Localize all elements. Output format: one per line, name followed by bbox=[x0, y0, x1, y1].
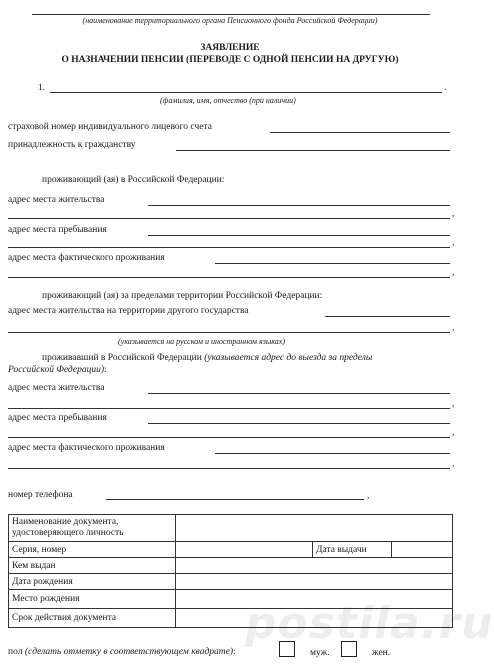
resided-rf-heading-cont bbox=[8, 365, 107, 376]
doc-name-label-cell bbox=[9, 515, 176, 542]
table-row bbox=[9, 574, 453, 590]
issued-by-value[interactable] bbox=[176, 558, 453, 574]
snils-label: страховой номер индивидуального лицевого счета bbox=[8, 122, 212, 132]
citizenship-label: принадлежность к гражданству bbox=[8, 140, 136, 150]
document-title: ЗАЯВЛЕНИЕ bbox=[200, 43, 260, 53]
resided-stay-addr-line-1[interactable] bbox=[148, 423, 450, 424]
gender-male-label: муж. bbox=[310, 648, 330, 658]
org-name-caption: (наименование территориального органа Пенсионного фонда Российской Федерации) bbox=[82, 16, 378, 25]
birth-date-value[interactable] bbox=[176, 574, 453, 590]
resided-rf-heading-note: (указывается адрес до выезда за пределы bbox=[204, 353, 373, 363]
resided-actual-addr-comma: , bbox=[452, 459, 455, 469]
resided-actual-addr-line-2[interactable] bbox=[8, 468, 450, 469]
resided-rf-addr-line-2[interactable] bbox=[8, 408, 450, 409]
resided-rf-addr-label: адрес места жительства bbox=[8, 383, 105, 393]
table-row bbox=[9, 542, 453, 558]
gender-colon: : bbox=[233, 647, 236, 657]
resided-stay-addr-label: адрес места пребывания bbox=[8, 413, 107, 423]
section-number: 1. bbox=[38, 83, 46, 93]
full-name-caption: (фамилия, имя, отчество (при наличии) bbox=[160, 96, 296, 105]
phone-label: номер телефона bbox=[8, 490, 73, 500]
residence-rf-addr-label: адрес места жительства bbox=[8, 195, 105, 205]
resided-stay-addr-comma: , bbox=[452, 428, 455, 438]
language-caption: (указывается на русском и иностранном языках) bbox=[118, 337, 286, 346]
series-number-label: Серия, номер bbox=[9, 542, 176, 558]
validity-label: Срок действия документа bbox=[9, 609, 176, 628]
birth-place-label: Место рождения bbox=[9, 590, 176, 609]
resided-rf-addr-line-1[interactable] bbox=[148, 393, 450, 394]
foreign-addr-comma: , bbox=[452, 323, 455, 333]
resided-rf-heading bbox=[42, 353, 372, 364]
actual-rf-addr-line-2[interactable] bbox=[8, 277, 450, 278]
residence-rf-heading: проживающий (ая) в Российской Федерации: bbox=[42, 175, 225, 185]
residence-rf-addr-comma: , bbox=[452, 209, 455, 219]
issued-by-label: Кем выдан bbox=[9, 558, 176, 574]
phone-comma: , bbox=[367, 491, 370, 501]
foreign-addr-line-1[interactable] bbox=[325, 316, 450, 317]
resided-rf-heading-colon: : bbox=[104, 365, 107, 375]
resided-rf-heading-note-2: Российской Федерации) bbox=[8, 365, 104, 375]
series-number-value[interactable] bbox=[176, 542, 313, 558]
resided-rf-addr-comma: , bbox=[452, 399, 455, 409]
stay-rf-addr-label: адрес места пребывания bbox=[8, 225, 107, 235]
resided-stay-addr-line-2[interactable] bbox=[8, 437, 450, 438]
foreign-addr-label: адрес места жительства на территории другого государства bbox=[8, 306, 249, 316]
residence-abroad-heading: проживающий (ая) за пределами территории Российской Федерации: bbox=[42, 291, 323, 301]
watermark-text: postila.ru bbox=[245, 598, 494, 649]
full-name-end-dot: . bbox=[444, 83, 447, 93]
resided-actual-addr-line-1[interactable] bbox=[215, 453, 450, 454]
table-row bbox=[9, 558, 453, 574]
document-subtitle: О НАЗНАЧЕНИИ ПЕНСИИ (ПЕРЕВОДЕ С ОДНОЙ ПЕНСИИ НА ДРУГУЮ) bbox=[61, 55, 399, 65]
resided-rf-heading-text: проживавший в Российской Федерации bbox=[42, 353, 202, 363]
issue-date-value[interactable] bbox=[392, 542, 453, 558]
actual-rf-addr-line-1[interactable] bbox=[215, 263, 450, 264]
resided-actual-addr-label: адрес места фактического проживания bbox=[8, 443, 165, 453]
actual-rf-addr-comma: , bbox=[452, 268, 455, 278]
actual-rf-addr-label: адрес места фактического проживания bbox=[8, 253, 165, 263]
birth-date-label: Дата рождения bbox=[9, 574, 176, 590]
doc-name-label-2: удостоверяющего личность bbox=[12, 528, 124, 538]
gender-label: пол bbox=[8, 647, 23, 657]
stay-rf-addr-line-2[interactable] bbox=[8, 247, 450, 248]
gender-note: (сделать отметку в соответствующем квадрате) bbox=[24, 647, 233, 657]
doc-name-value-cell[interactable] bbox=[176, 515, 453, 542]
citizenship-line[interactable] bbox=[176, 150, 450, 151]
doc-name-label-1: Наименование документа, bbox=[12, 517, 119, 527]
stay-rf-addr-line-1[interactable] bbox=[148, 235, 450, 236]
gender-female-label: жен. bbox=[372, 648, 391, 658]
residence-rf-addr-line-1[interactable] bbox=[148, 205, 450, 206]
issue-date-label: Дата выдачи bbox=[313, 542, 392, 558]
table-row bbox=[9, 515, 453, 542]
phone-line[interactable] bbox=[106, 499, 364, 500]
snils-line[interactable] bbox=[270, 132, 450, 133]
gender-label-row bbox=[8, 647, 236, 658]
full-name-line[interactable] bbox=[50, 92, 442, 93]
foreign-addr-line-2[interactable] bbox=[8, 332, 450, 333]
residence-rf-addr-line-2[interactable] bbox=[8, 218, 450, 219]
stay-rf-addr-comma: , bbox=[452, 238, 455, 248]
